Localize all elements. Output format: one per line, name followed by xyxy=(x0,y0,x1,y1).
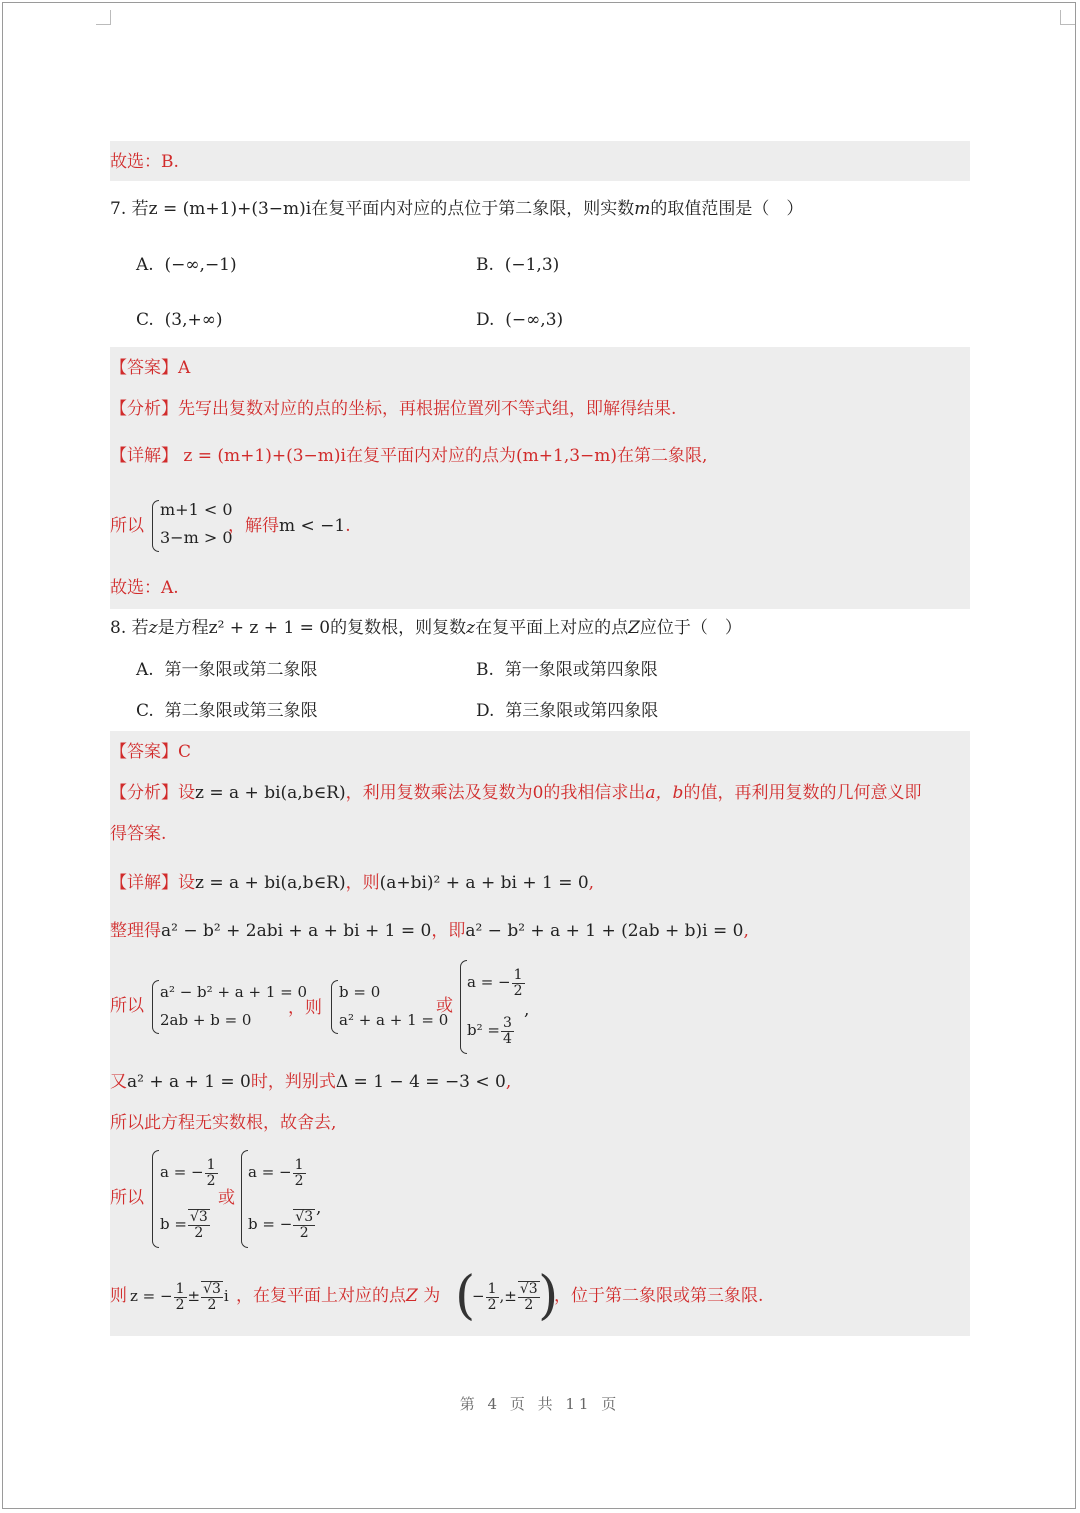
paren-left: ( xyxy=(455,1266,476,1326)
q7-system-eq1: m+1 < 0 xyxy=(160,500,233,519)
q8-comma: , xyxy=(524,1000,530,1020)
q7-so-label: 所以 xyxy=(110,516,144,536)
q7-system-eq2: 3−m > 0 xyxy=(160,528,233,547)
q8-system-b1: b = 0 xyxy=(339,983,381,1001)
q8-analysis-cont: 得答案. xyxy=(110,824,167,844)
q8-system-a1: a² − b² + a + 1 = 0 xyxy=(160,983,308,1001)
q8-final2-b: b = − $\frac{√3}{2}$ xyxy=(248,1209,314,1241)
q8-comma2: , xyxy=(316,1198,322,1218)
q7-stem: 7. 若z = (m+1)+(3−m)i在复平面内对应的点位于第二象限，则实数m的取值范围是（ ） xyxy=(110,199,804,219)
q8-final-label: 则 xyxy=(110,1286,127,1306)
solution-highlight xyxy=(110,731,970,1336)
q8-discriminant: 又a² + a + 1 = 0时，判别式Δ = 1 − 4 = −3 < 0, xyxy=(110,1072,512,1092)
q7-answer: 【答案】A xyxy=(110,358,191,378)
q8-final-z: z = − $\frac{1}{2}$ ± $\frac{√3}{2}$ i xyxy=(130,1280,229,1313)
system-brace xyxy=(331,980,338,1034)
system-brace xyxy=(152,980,159,1034)
solution-highlight xyxy=(110,141,970,181)
q8-final1-a: a = − $\frac{1}{2}$ xyxy=(160,1156,216,1189)
q7-option-c: C. (3,+∞) xyxy=(136,310,223,330)
q7-analysis: 【分析】先写出复数对应的点的坐标，再根据位置列不等式组，即解得结果. xyxy=(110,399,677,419)
crop-mark xyxy=(1060,10,1075,25)
q8-option-d: D. 第三象限或第四象限 xyxy=(476,701,659,721)
q8-option-c: C. 第二象限或第三象限 xyxy=(136,701,318,721)
q8-then: ，则 xyxy=(288,998,322,1018)
q8-analysis: 【分析】设z = a + bi(a,b∈R)，利用复数乘法及复数为0的我相信求出a，b的值，再利用复数的几何意义即 xyxy=(110,783,922,803)
q8-final1-b: b = $\frac{√3}{2}$ xyxy=(160,1209,208,1241)
q7-option-b: B. (−1,3) xyxy=(476,255,560,275)
q7-option-a: A. (−∞,−1) xyxy=(136,255,237,275)
q8-final-quadrant: ，位于第二象限或第三象限. xyxy=(554,1286,764,1306)
q7-solve: ，解得m < −1. xyxy=(228,516,351,536)
q8-final-or: 或 xyxy=(218,1188,235,1208)
q8-simplify: 整理得a² − b² + 2abi + a + bi + 1 = 0，即a² − b² + a + 1 + (2ab + b)i = 0, xyxy=(110,921,749,941)
paren-right: ) xyxy=(538,1266,559,1326)
q8-detail: 【详解】设z = a + bi(a,b∈R)，则(a+bi)² + a + bi + 1 = 0, xyxy=(110,873,595,893)
solution-highlight xyxy=(110,347,970,609)
q8-stem: 8. 若z是方程z² + z + 1 = 0的复数根，则复数z在复平面上对应的点Z应位于（ ） xyxy=(110,618,742,638)
prev-conclusion: 故选：B. xyxy=(110,152,179,172)
q8-option-b: B. 第一象限或第四象限 xyxy=(476,660,658,680)
q7-conclusion: 故选：A. xyxy=(110,578,179,598)
q8-answer: 【答案】C xyxy=(110,742,192,762)
q8-system-c2: b² = $\frac{3}{4}$ xyxy=(467,1014,512,1047)
system-brace xyxy=(152,1150,159,1248)
q8-final2-a: a = − $\frac{1}{2}$ xyxy=(248,1156,304,1189)
system-brace xyxy=(152,500,159,552)
q8-final-text: ，在复平面上对应的点Z 为 xyxy=(236,1286,441,1306)
q8-or: 或 xyxy=(436,996,453,1016)
q7-option-d: D. (−∞,3) xyxy=(476,310,564,330)
system-brace xyxy=(460,960,467,1054)
q8-system-b2: a² + a + 1 = 0 xyxy=(339,1011,449,1029)
q8-so-label: 所以 xyxy=(110,996,144,1016)
q8-system-a2: 2ab + b = 0 xyxy=(160,1011,252,1029)
q8-final-point: − $\frac{1}{2}$ ,± $\frac{√3}{2}$ xyxy=(472,1280,538,1313)
q8-so2-label: 所以 xyxy=(110,1188,144,1208)
q8-system-c1: a = − $\frac{1}{2}$ xyxy=(467,966,523,999)
q8-discard: 所以此方程无实数根，故舍去, xyxy=(110,1113,337,1133)
q7-detail: 【详解】 z = (m+1)+(3−m)i在复平面内对应的点为(m+1,3−m)在第二象限, xyxy=(110,446,708,466)
q8-option-a: A. 第一象限或第二象限 xyxy=(136,660,318,680)
system-brace xyxy=(241,1150,248,1248)
crop-mark xyxy=(96,10,111,25)
page-footer: 第 4 页 共 11 页 xyxy=(459,1395,621,1413)
